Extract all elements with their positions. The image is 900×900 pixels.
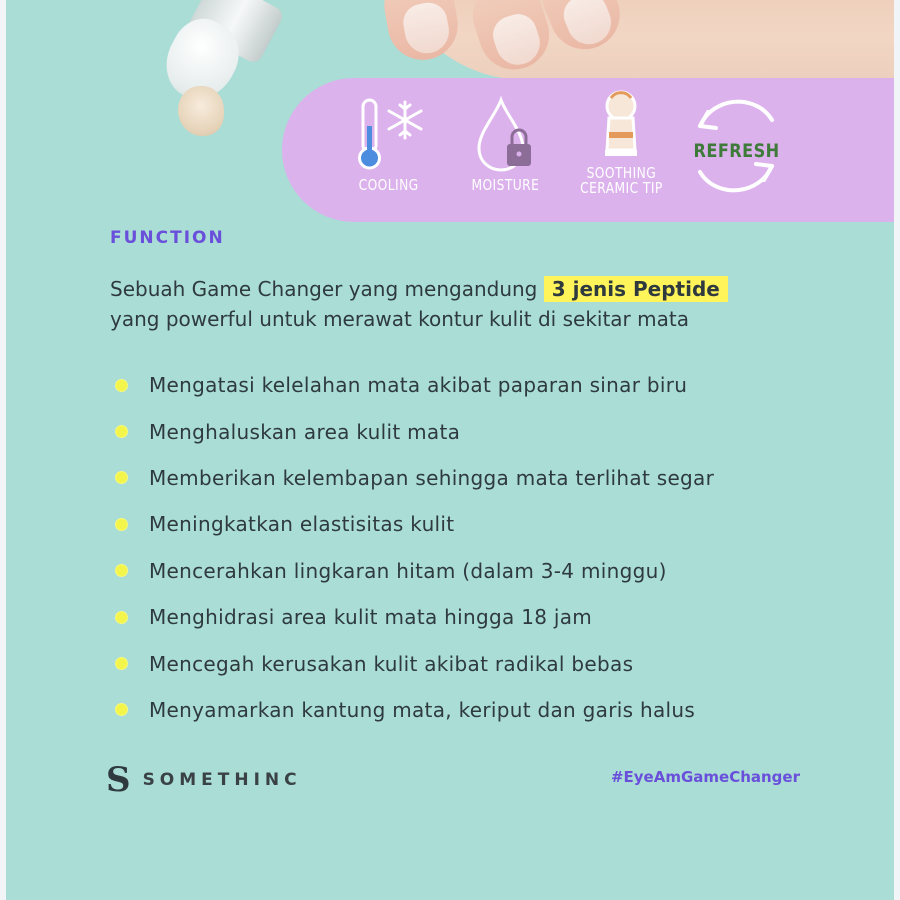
feature-cooling (334, 96, 444, 211)
hand-photo (386, 0, 894, 80)
product-card (6, 0, 894, 900)
benefit-item (110, 548, 850, 594)
benefit-item (110, 594, 850, 640)
ceramic-tip-icon (581, 88, 661, 162)
brand-s-icon: S (106, 760, 131, 800)
benefit-item (110, 687, 850, 733)
bullet-dot (116, 519, 127, 530)
benefit-text: Menghaluskan area kulit mata (149, 419, 461, 444)
benefit-text: Mengatasi kelelahan mata akibat paparan sinar biru (149, 373, 688, 398)
bullet-dot (116, 472, 127, 483)
benefit-list (110, 362, 850, 733)
benefit-text: Meningkatkan elastisitas kulit (149, 512, 455, 537)
cream-dollop (178, 86, 224, 136)
benefit-text: Menghidrasi area kulit mata hingga 18 jam (149, 605, 593, 630)
feature-label: COOLING (358, 176, 420, 194)
bullet-dot (116, 612, 127, 623)
feature-moisture (450, 96, 560, 211)
intro-highlight: 3 jenis Peptide (544, 276, 728, 302)
hashtag: #EyeAmGameChanger (610, 768, 800, 786)
feature-banner (282, 78, 894, 222)
benefit-item (110, 640, 850, 686)
benefit-text: Memberikan kelembapan sehingga mata terlihat segar (149, 465, 715, 490)
benefit-item (110, 362, 850, 408)
fingernail (400, 0, 452, 57)
bullet-dot (116, 658, 127, 669)
intro-text (110, 274, 830, 334)
brand-name: SOMETHINC (142, 770, 302, 790)
section-title: FUNCTION (110, 228, 225, 248)
feature-ceramic-tip (566, 88, 676, 203)
bullet-dot (116, 704, 127, 715)
benefit-text: Menyamarkan kantung mata, keriput dan garis halus (149, 697, 696, 722)
benefit-text: Mencegah kerusakan kulit akibat radikal bebas (149, 651, 634, 676)
brand-logo (106, 760, 302, 800)
benefit-item (110, 501, 850, 547)
bullet-dot (116, 380, 127, 391)
thermometer-snowflake-icon (349, 96, 429, 174)
feature-refresh (678, 92, 794, 207)
intro-before: Sebuah Game Changer yang mengandung (110, 277, 544, 301)
feature-label: MOISTURE (471, 176, 539, 194)
droplet-lock-icon (465, 96, 545, 174)
intro-after: yang powerful untuk merawat kontur kulit di sekitar mata (110, 307, 689, 331)
feature-label: REFRESH (693, 140, 780, 162)
bullet-dot (116, 565, 127, 576)
bullet-dot (116, 426, 127, 437)
benefit-item (110, 455, 850, 501)
benefit-text: Mencerahkan lingkaran hitam (dalam 3-4 minggu) (149, 558, 667, 583)
feature-label: SOOTHING CERAMIC TIP (579, 164, 663, 197)
benefit-item (110, 408, 850, 454)
